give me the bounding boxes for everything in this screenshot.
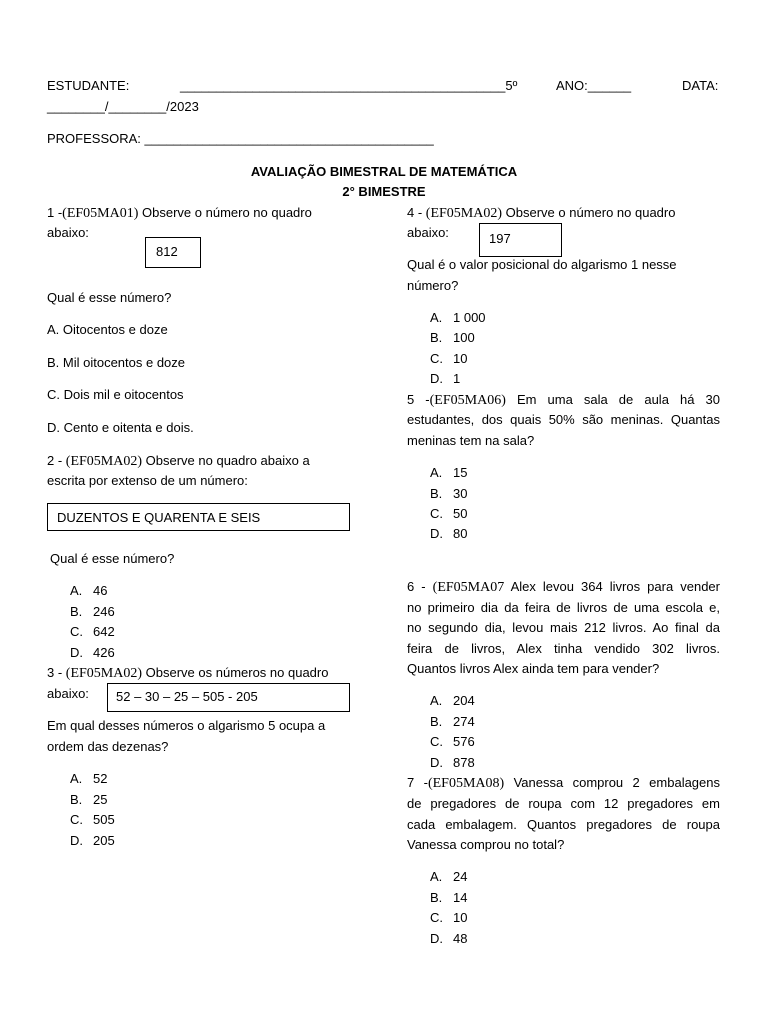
question-6-text-line-5: Quantos livros Alex ainda tem para vender?	[407, 661, 660, 676]
question-5-option-b[interactable]: B. 30	[430, 486, 468, 501]
professora-field[interactable]: PROFESSORA: ________________________________________	[47, 131, 434, 146]
question-3-prompt-line-1: Em qual desses números o algarismo 5 ocupa a	[47, 718, 326, 733]
box-value: 52 – 30 – 25 – 505 - 205	[116, 689, 258, 704]
estudante-field[interactable]: _____________________________________________5º	[180, 78, 518, 93]
question-6-option-b[interactable]: B. 274	[430, 714, 475, 729]
question-1-option-b[interactable]: B. Mil oitocentos e doze	[47, 355, 186, 370]
question-7-option-d[interactable]: D. 48	[430, 931, 468, 946]
question-4-option-c[interactable]: C. 10	[430, 351, 468, 366]
question-4-option-d[interactable]: D. 1	[430, 371, 461, 386]
skill-code: (EF05MA02)	[425, 206, 503, 221]
question-6-option-a[interactable]: A. 204	[430, 693, 475, 708]
page-subtitle: 2° BIMESTRE	[342, 184, 426, 199]
question-7-option-c[interactable]: C. 10	[430, 910, 468, 925]
estudante-label: ESTUDANTE:	[47, 78, 130, 93]
question-1-option-a[interactable]: A. Oitocentos e doze	[47, 322, 168, 337]
date-field[interactable]: ________/________/2023	[47, 99, 199, 114]
question-7-option-b[interactable]: B. 14	[430, 890, 468, 905]
question-2-option-a[interactable]: A. 46	[70, 583, 108, 598]
question-4-text: abaixo:	[407, 225, 449, 240]
question-3-option-a[interactable]: A. 52	[70, 771, 108, 786]
question-3-text: abaixo:	[47, 686, 89, 701]
question-5-text-line-2: estudantes, dos quais 50% são meninas. Quantas	[407, 412, 720, 427]
question-7-text-line-4: Vanessa comprou no total?	[407, 837, 565, 852]
question-1-option-c[interactable]: C. Dois mil e oitocentos	[47, 387, 184, 402]
box-value: 812	[156, 244, 178, 259]
question-1-text: abaixo:	[47, 225, 89, 240]
box-value: DUZENTOS E QUARENTA E SEIS	[57, 510, 261, 525]
question-5-option-d[interactable]: D. 80	[430, 526, 468, 541]
question-3-heading: 3 - (EF05MA02) Observe os números no quadro	[47, 665, 329, 681]
box-value: 197	[489, 231, 511, 246]
question-2-option-c[interactable]: C. 642	[70, 624, 115, 639]
question-2-text-box	[47, 503, 350, 531]
question-4-option-a[interactable]: A. 1 000	[430, 310, 486, 325]
question-4-prompt-line-2: número?	[407, 278, 459, 293]
question-6-heading: 6 - (EF05MA07 Alex levou 364 livros para vender	[407, 579, 720, 595]
question-7-option-a[interactable]: A. 24	[430, 869, 468, 884]
question-3-numbers-box	[107, 683, 350, 712]
question-4-heading: 4 - (EF05MA02) Observe o número no quadro	[407, 205, 676, 221]
question-3-option-b[interactable]: B. 25	[70, 792, 108, 807]
data-label: DATA:	[682, 78, 719, 93]
question-6-text-line-3: no segundo dia, levou mais 212 livros. Ao final da	[407, 620, 720, 635]
question-2-option-b[interactable]: B. 246	[70, 604, 115, 619]
question-4-option-b[interactable]: B. 100	[430, 330, 475, 345]
question-1-option-d[interactable]: D. Cento e oitenta e dois.	[47, 420, 194, 435]
skill-code: (EF05MA01)	[62, 206, 139, 221]
ano-field[interactable]: ANO:______	[556, 78, 632, 93]
question-1-prompt: Qual é esse número?	[47, 290, 172, 305]
skill-code: (EF05MA06)	[429, 393, 506, 408]
question-1-heading: 1 -(EF05MA01) Observe o número no quadro	[47, 205, 312, 221]
skill-code: (EF05MA07	[432, 580, 505, 595]
question-4-prompt-line-1: Qual é o valor posicional do algarismo 1 nesse	[407, 257, 677, 272]
question-5-heading: 5 -(EF05MA06) Em uma sala de aula há 30	[407, 392, 720, 408]
question-6-option-d[interactable]: D. 878	[430, 755, 475, 770]
question-6-text-line-2: no primeiro dia da feira de livros de uma escola e,	[407, 600, 720, 615]
page-title: AVALIAÇÃO BIMESTRAL DE MATEMÁTICA	[250, 164, 518, 179]
question-2-option-d[interactable]: D. 426	[70, 645, 115, 660]
skill-code: (EF05MA02)	[65, 454, 143, 469]
question-3-prompt-line-2: ordem das dezenas?	[47, 739, 169, 754]
question-6-option-c[interactable]: C. 576	[430, 734, 475, 749]
question-1-number-box	[145, 237, 201, 268]
question-7-text-line-2: de pregadores de roupa com 12 pregadores em	[407, 796, 720, 811]
skill-code: (EF05MA08)	[427, 776, 505, 791]
question-5-option-c[interactable]: C. 50	[430, 506, 468, 521]
skill-code: (EF05MA02)	[65, 666, 143, 681]
question-6-text-line-4: feira de livros, Alex tinha vendido 302 livros.	[407, 641, 720, 656]
question-2-heading: 2 - (EF05MA02) Observe no quadro abaixo a	[47, 453, 310, 469]
question-3-option-d[interactable]: D. 205	[70, 833, 115, 848]
question-7-heading: 7 -(EF05MA08) Vanessa comprou 2 embalagens	[407, 775, 720, 791]
question-3-option-c[interactable]: C. 505	[70, 812, 115, 827]
question-2-prompt: Qual é esse número?	[50, 551, 175, 566]
question-7-text-line-3: cada embalagem. Quantos pregadores de roupa	[407, 817, 720, 832]
question-5-option-a[interactable]: A. 15	[430, 465, 468, 480]
question-5-text-line-3: meninas tem na sala?	[407, 433, 535, 448]
question-4-number-box	[479, 223, 562, 257]
question-2-text: escrita por extenso de um número:	[47, 473, 248, 488]
